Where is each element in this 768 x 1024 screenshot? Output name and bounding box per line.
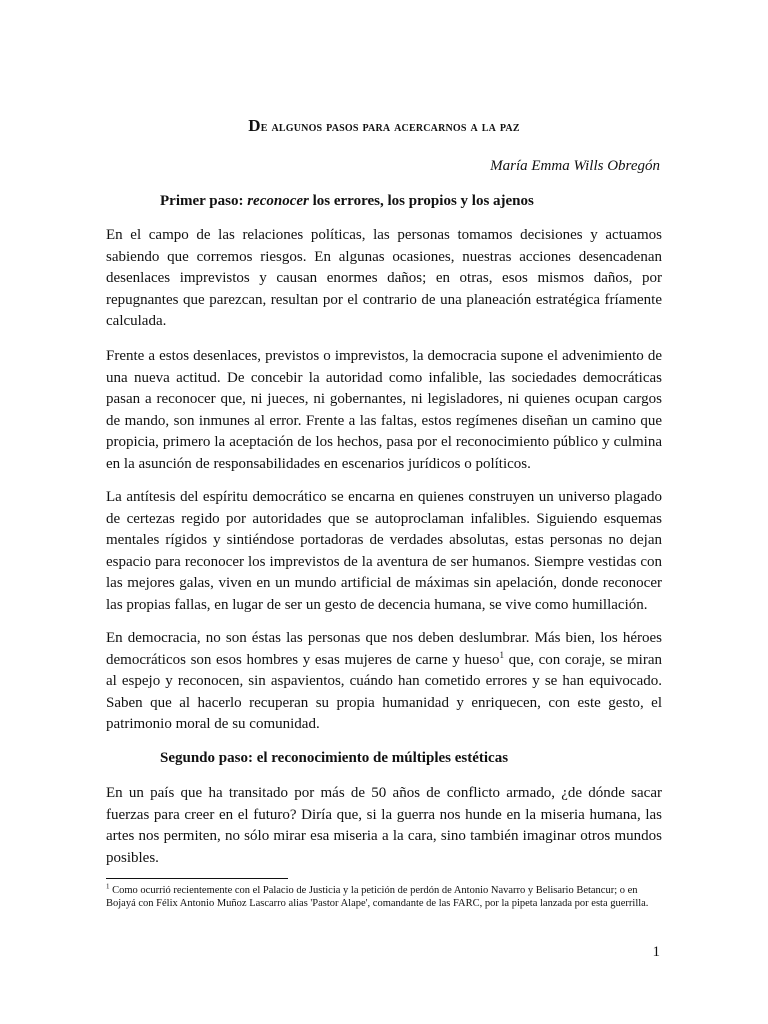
paragraph-2: Frente a estos desenlaces, previstos o imprevistos, la democracia supone el advenimiento de una nueva actitud. De concebir la autoridad como infalible, las sociedades democráticas pasan a reconocer que, ni jueces, ni gobernantes, ni legisladores, ni quienes ocupan cargos de mando, son inmunes al error. Frente a las faltas, estos regímenes diseñan un camino que propicia, primero la aceptación de los hechos, pasa por el reconocimiento público y culmina en la asunción de responsabilidades en escenarios jurídicos o políticos. (106, 348, 662, 472)
section-heading-1 (160, 193, 534, 210)
footnote (106, 884, 662, 910)
section-1-rest: los errores, los propios y los ajenos (308, 193, 534, 209)
paragraph-1: En el campo de las relaciones políticas, las personas tomamos decisiones y actuamos sabiendo que corremos riesgos. En algunas ocasiones, nuestras acciones desencadenan desenlaces imprevistos y causan enormes daños; en otras, esos mismos daños, por repugnantes que parezcan, resultan por el contrario de una planeación estratégica fríamente calculada. (106, 227, 662, 330)
title-rest: e algunos pasos para acercarnos a la paz (260, 119, 520, 135)
paragraph-4 (106, 628, 662, 736)
footnote-text: Como ocurrió recientemente con el Palacio de Justicia y la petición de perdón de Antonio Navarro y Belisario Betancur; o en Bojayá con Félix Antonio Muñoz Lascarro alias 'Pastor Alape', comandante de las FARC, por la pipeta lanzada por esta guerrilla. (106, 885, 649, 909)
author-name: María Emma Wills Obregón (490, 158, 660, 174)
paragraph-3: La antítesis del espíritu democrático se encarna en quienes construyen un universo plagado de certezas regido por autoridades que se autoproclaman infalibles. Siguiendo esquemas mentales rígidos y sintiéndose portadoras de verdades absolutas, estas personas no dejan espacio para reconocer los imprevistos de la aventura de ser humanos. Siempre vestidas con las mejores galas, viven en un mundo artificial de máximas sin apelación, donde reconocer las propias fallas, en lugar de ser un gesto de decencia humana, se vive como humillación. (106, 489, 662, 613)
section-heading-2: Segundo paso: el reconocimiento de múltiples estéticas (160, 750, 509, 766)
section-1-label: Primer paso: (160, 193, 248, 209)
footnote-reference[interactable]: 1 (499, 649, 505, 660)
footnote-divider (106, 878, 288, 879)
document-title (0, 116, 768, 136)
paragraph-4-part-b: que, con coraje, se miran al espejo y reconocen, sin aspavientos, cuándo han cometido errores y se han equivocado. Saben que al hacerlo recuperan su propia humanidad y enriquecen, con este gesto, el patrimonio moral de su comunidad. (106, 651, 663, 733)
section-1-emphasis: reconocer (247, 193, 309, 209)
paragraph-5: En un país que ha transitado por más de 50 años de conflicto armado, ¿de dónde sacar fuerzas para creer en el futuro? Diría que, si la guerra nos hunde en la miseria humana, las artes nos permiten, no sólo mirar esa miseria a la cara, sino también imaginar otros mundos posibles. (106, 785, 662, 866)
page-number: 1 (652, 944, 660, 960)
title-initial: D (248, 116, 261, 135)
paragraph-4-part-a: En democracia, no son éstas las personas que nos deben deslumbrar. Más bien, los héroes democráticos son esos hombres y esas mujeres de carne y hueso (106, 630, 662, 668)
footnote-marker: 1 (106, 882, 110, 891)
